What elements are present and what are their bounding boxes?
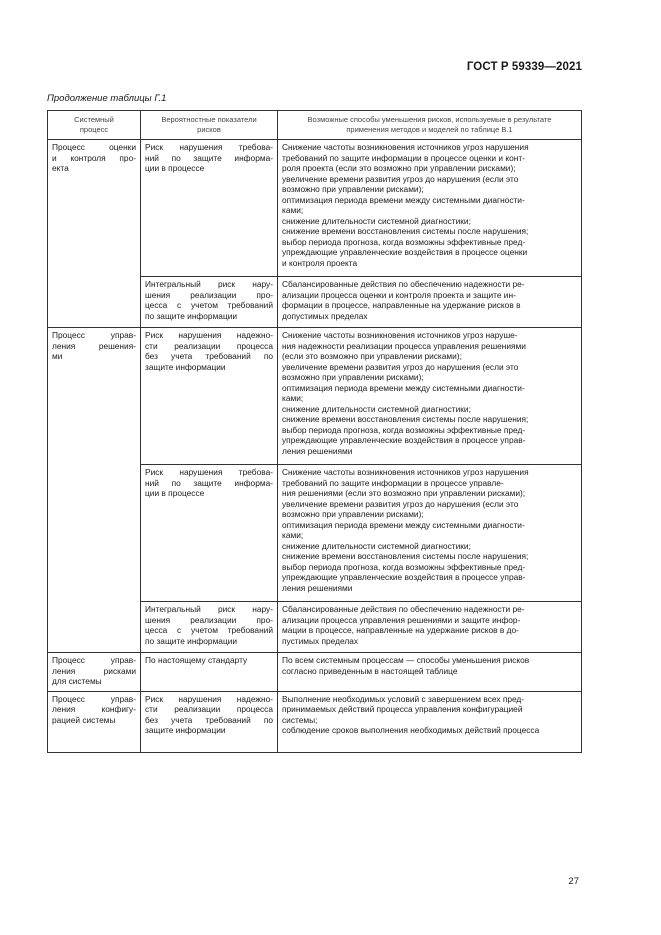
text-line: рацией системы: [52, 714, 116, 725]
table-caption: Продолжение таблицы Г.1: [47, 93, 167, 104]
document-code: ГОСТ Р 59339—2021: [466, 61, 582, 73]
text-line: и контроля про-: [52, 152, 136, 163]
text-line: допустимых пределах: [282, 310, 368, 321]
text-line: ции в процессе: [145, 488, 205, 498]
text-line: ления решения-: [52, 340, 136, 351]
text-line: Снижение частоты возникновения источников угроз нарушения: [282, 467, 529, 477]
text-line: по защите информации: [145, 635, 238, 646]
text-line: ализации процесса оценки и контроля проекта и защите ин-: [282, 289, 516, 300]
text-line: согласно приведенным в настоящей таблице: [282, 665, 458, 676]
table-header-row: [48, 111, 582, 140]
text-line: роля проекта (если это возможно при управлении рисками);: [282, 163, 516, 173]
table-row: [48, 653, 582, 692]
text-line: снижение времени восстановления системы после нарушения;: [282, 226, 529, 236]
risk-indicator-cell: [141, 140, 278, 277]
text-line: ализации процесса управления решениями и защите инфор-: [282, 614, 521, 625]
header-line: Системный: [74, 115, 114, 124]
text-line: ками;: [282, 205, 304, 215]
text-line: без учета требований по: [145, 714, 273, 725]
header-line: процесс: [79, 124, 109, 134]
risk-methods-cell: [278, 691, 582, 752]
text-line: формации в процессе, направленные на удержание рисков в: [282, 300, 521, 310]
text-line: Снижение частоты возникновения источников угроз наруше-: [282, 330, 518, 340]
text-line: Интегральный риск нару-: [145, 604, 273, 614]
text-line: по защите информации: [145, 310, 238, 321]
text-line: Риск нарушения надежно-: [145, 330, 273, 340]
text-line: Риск нарушения требова-: [145, 142, 273, 152]
system-process-cell: [48, 328, 141, 653]
text-line: Выполнение необходимых условий с завершением всех пред-: [282, 693, 525, 704]
risk-methods-cell: [278, 602, 582, 653]
risk-methods-cell: [278, 328, 582, 465]
header-line: применения методов и моделей по таблице В.1: [346, 124, 513, 134]
text-line: возможно при управлении рисками);: [282, 184, 424, 194]
text-line: требований по защите информации в процессе оценки и конт-: [282, 152, 525, 163]
text-line: снижение длительности системной диагностики;: [282, 540, 471, 551]
text-line: По настоящему стандарту: [145, 655, 248, 665]
risk-table: [47, 110, 582, 753]
text-line: Процесс управ-: [52, 330, 136, 340]
text-line: увеличение времени развития угроз до нарушения (если это: [282, 173, 519, 184]
text-line: шения реализации про-: [145, 614, 273, 625]
text-line: принимаемых действий процесса управления конфигурацией: [282, 704, 523, 714]
table-row: [48, 691, 582, 752]
text-line: и контроля проекта: [282, 257, 358, 268]
table-row: [48, 328, 582, 465]
text-line: увеличение времени развития угроз до нарушения (если это: [282, 361, 519, 372]
text-line: (если это возможно при управлении рисками);: [282, 351, 462, 361]
text-line: выбор периода прогноза, когда возможны эффективные пред-: [282, 561, 526, 572]
text-line: выбор периода прогноза, когда возможны эффективные пред-: [282, 424, 526, 435]
text-line: По всем системным процессам — способы уменьшения рисков: [282, 655, 530, 665]
text-line: Сбалансированные действия по обеспечению надежности ре-: [282, 604, 525, 614]
risk-methods-cell: [278, 140, 582, 277]
text-line: ния надежности реализации процесса управления решениями: [282, 340, 526, 351]
risk-methods-cell: [278, 465, 582, 602]
text-line: выбор периода прогноза, когда возможны эффективные пред-: [282, 236, 526, 247]
text-line: ния решениями (если это возможно при управлении рисками);: [282, 488, 526, 498]
header-risk-methods: [278, 111, 582, 140]
text-line: Снижение частоты возникновения источников угроз нарушения: [282, 142, 529, 152]
table-row: [48, 140, 582, 277]
text-line: ления конфигу-: [52, 704, 136, 714]
text-line: требований по защите информации в процессе управле-: [282, 477, 504, 488]
text-line: упреждающие управленческие воздействия в процессе оценки: [282, 247, 528, 257]
text-line: Сбалансированные действия по обеспечению надежности ре-: [282, 279, 525, 289]
text-line: ления решениями: [282, 445, 353, 456]
text-line: снижение времени восстановления системы после нарушения;: [282, 414, 529, 424]
header-line: рисков: [197, 124, 221, 134]
header-line: Возможные способы уменьшения рисков, используемые в результате: [307, 115, 552, 124]
risk-methods-cell: [278, 277, 582, 328]
text-line: Риск нарушения надежно-: [145, 693, 273, 704]
text-line: ний по защите информа-: [145, 477, 273, 488]
text-line: оптимизация периода времени между системными диагности-: [282, 382, 525, 393]
text-line: сти реализации процесса: [145, 340, 273, 351]
text-line: защите информации: [145, 725, 226, 735]
text-line: сти реализации процесса: [145, 704, 273, 714]
risk-indicator-cell: [141, 691, 278, 752]
text-line: системы;: [282, 714, 318, 725]
text-line: Интегральный риск нару-: [145, 279, 273, 289]
text-line: цесса с учетом требований: [145, 300, 273, 310]
text-line: ний по защите информа-: [145, 152, 273, 163]
header-system-process: [48, 111, 141, 140]
text-line: ления рисками: [52, 665, 136, 676]
risk-indicator-cell: [141, 465, 278, 602]
risk-indicator-cell: [141, 277, 278, 328]
risk-indicator-cell: [141, 653, 278, 692]
risk-indicator-cell: [141, 602, 278, 653]
system-process-cell: [48, 691, 141, 752]
text-line: ками;: [282, 393, 304, 403]
text-line: упреждающие управленческие воздействия в процессе управ-: [282, 435, 526, 445]
text-line: ции в процессе: [145, 163, 205, 173]
header-line: Вероятностные показатели: [161, 115, 257, 124]
text-line: ми: [52, 351, 63, 361]
text-line: возможно при управлении рисками);: [282, 372, 424, 382]
text-line: мации в процессе, направленные на удержание рисков в до-: [282, 625, 519, 635]
text-line: снижение длительности системной диагностики;: [282, 215, 471, 226]
text-line: защите информации: [145, 361, 226, 372]
text-line: екта: [52, 163, 69, 173]
header-risk-indicators: [141, 111, 278, 140]
text-line: для системы: [52, 676, 102, 686]
text-line: возможно при управлении рисками);: [282, 509, 424, 519]
text-line: соблюдение сроков выполнения необходимых действий процесса: [282, 725, 540, 735]
text-line: снижение длительности системной диагностики;: [282, 403, 471, 414]
text-line: Процесс управ-: [52, 655, 136, 665]
text-line: увеличение времени развития угроз до нарушения (если это: [282, 498, 519, 509]
system-process-cell: [48, 653, 141, 692]
text-line: пустимых пределах: [282, 635, 359, 646]
risk-indicator-cell: [141, 328, 278, 465]
system-process-cell: [48, 140, 141, 328]
text-line: снижение времени восстановления системы после нарушения;: [282, 551, 529, 561]
text-line: без учета требований по: [145, 351, 273, 361]
text-line: оптимизация периода времени между системными диагности-: [282, 194, 525, 205]
text-line: шения реализации про-: [145, 289, 273, 300]
text-line: цесса с учетом требований: [145, 625, 273, 635]
text-line: оптимизация периода времени между системными диагности-: [282, 519, 525, 530]
text-line: Процесс управ-: [52, 693, 136, 704]
page-number: 27: [568, 876, 579, 887]
risk-methods-cell: [278, 653, 582, 692]
text-line: ками;: [282, 530, 304, 540]
text-line: упреждающие управленческие воздействия в процессе управ-: [282, 572, 526, 582]
text-line: ления решениями: [282, 582, 353, 593]
text-line: Риск нарушения требова-: [145, 467, 273, 477]
text-line: Процесс оценки: [52, 142, 136, 152]
